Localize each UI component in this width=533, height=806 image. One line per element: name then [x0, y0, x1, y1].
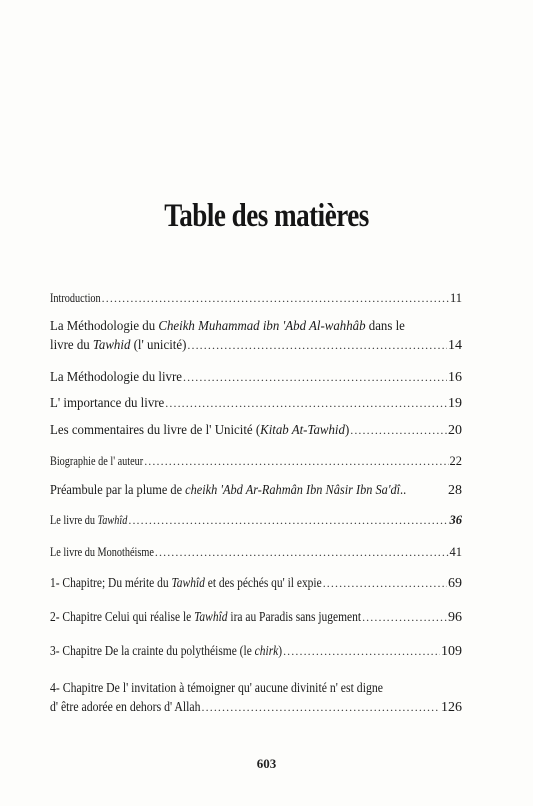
toc-entry[interactable]	[50, 318, 462, 355]
toc-entry-title	[50, 699, 201, 717]
toc-entry-title	[50, 482, 406, 500]
toc-entry-title	[50, 395, 164, 413]
toc-text: )	[278, 644, 283, 659]
toc-page-number: 96	[448, 610, 462, 625]
toc-italic-term: cheikh 'Abd Ar-Rahmân Ibn Nâsir Ibn Sa'dî	[185, 483, 401, 498]
toc-text: Le livre du	[50, 513, 98, 527]
dot-leader	[202, 698, 440, 716]
dot-leader	[323, 574, 447, 592]
toc-entry-line	[50, 394, 462, 413]
toc-entry[interactable]	[50, 543, 462, 561]
toc-entry-title	[50, 422, 349, 440]
toc-text: La Méthodologie du	[50, 319, 159, 334]
toc-text: dans le	[365, 319, 405, 334]
toc-entry-title	[50, 369, 182, 387]
toc-entry-line	[50, 574, 462, 593]
page-title: Table des matières	[164, 198, 369, 234]
toc-text: 2- Chapitre Celui qui réalise le	[50, 610, 195, 625]
toc-text: Préambule par la plume de	[50, 483, 186, 498]
dot-leader	[283, 642, 440, 660]
toc-italic-term: Tawhid	[92, 338, 131, 353]
toc-text: 4- Chapitre De l' invitation à témoigner qu' aucune divinité n' est digne	[50, 681, 383, 696]
dot-leader	[187, 336, 447, 354]
toc-italic-term: Cheikh Muhammad ibn 'Abd Al-wahhâb	[158, 319, 366, 334]
page-number: 603	[256, 756, 277, 771]
toc-text: et des péchés qu' il expie	[204, 576, 322, 591]
toc-entry[interactable]	[50, 481, 462, 500]
toc-entry-title	[50, 452, 143, 470]
dot-leader	[102, 289, 449, 307]
toc-italic-term: Tawhîd	[97, 513, 128, 527]
toc-entry[interactable]	[50, 289, 462, 307]
toc-entry[interactable]	[50, 511, 462, 529]
toc-entry-first-line	[50, 680, 462, 698]
dot-leader	[165, 394, 447, 412]
toc-entry-title	[50, 643, 282, 661]
dot-leader	[144, 452, 448, 470]
toc-page-number: 69	[448, 576, 462, 591]
toc-italic-term: Tawhîd	[171, 576, 205, 591]
toc-text: ..	[400, 483, 407, 498]
toc-entry-line	[50, 543, 462, 561]
toc-entry-title	[50, 289, 101, 307]
toc-text: 3- Chapitre De la crainte du polythéisme (le	[50, 644, 255, 659]
toc-page-number: 16	[448, 370, 462, 385]
toc-text: )	[344, 423, 350, 438]
toc-entry[interactable]	[50, 574, 462, 593]
toc-page-number: 41	[449, 545, 462, 559]
toc-entry-title	[50, 609, 361, 627]
toc-page-number: 109	[441, 644, 462, 659]
toc-italic-term: chirk	[254, 644, 279, 659]
toc-page-number: 11	[449, 291, 462, 305]
dot-leader	[362, 608, 447, 626]
toc-text: L' importance du livre	[50, 396, 165, 411]
toc-entry-line	[50, 642, 462, 661]
toc-entry[interactable]	[50, 452, 462, 470]
toc-italic-term: Tawhîd	[194, 610, 228, 625]
toc-entry-line	[50, 289, 462, 307]
toc-page-number: 22	[449, 454, 462, 468]
toc-page-number: 20	[448, 423, 462, 438]
toc-entry[interactable]	[50, 421, 462, 440]
toc-page-number: 36	[449, 513, 462, 527]
toc-entry-title	[50, 337, 186, 355]
toc-text: Les commentaires du livre de l' Unicité (	[50, 423, 261, 438]
toc-text: Introduction	[50, 291, 101, 305]
table-of-contents	[50, 0, 462, 806]
toc-entry-line	[50, 481, 462, 500]
toc-entry-line	[50, 511, 462, 529]
toc-italic-term: Kitab At-Tawhid	[260, 423, 345, 438]
dot-leader	[128, 511, 448, 529]
toc-entry-line	[50, 452, 462, 470]
dot-leader	[155, 543, 449, 561]
toc-entry-first-line	[50, 318, 462, 336]
toc-page-number: 14	[448, 338, 462, 353]
toc-text: Biographie de l' auteur	[50, 454, 144, 468]
toc-page-number: 19	[448, 396, 462, 411]
toc-entry-line	[50, 421, 462, 440]
toc-text: ira au Paradis sans jugement	[227, 610, 362, 625]
toc-entry-line	[50, 368, 462, 387]
toc-page-number: 28	[448, 483, 462, 498]
toc-entry[interactable]	[50, 642, 462, 661]
toc-text: livre du	[50, 338, 93, 353]
toc-text: d' être adorée en dehors d' Allah	[50, 700, 201, 715]
toc-entry-title	[50, 575, 322, 593]
toc-entry-line	[50, 698, 462, 717]
toc-text: 1- Chapitre; Du mérite du	[50, 576, 172, 591]
toc-text: Le livre du Monothéisme	[50, 545, 154, 559]
toc-text: (l' unicité)	[130, 338, 187, 353]
toc-entry[interactable]	[50, 680, 462, 717]
toc-entry[interactable]	[50, 368, 462, 387]
toc-entry-title	[50, 511, 127, 529]
toc-entry[interactable]	[50, 608, 462, 627]
toc-entry[interactable]	[50, 394, 462, 413]
dot-leader	[350, 421, 447, 439]
toc-entry-line	[50, 336, 462, 355]
toc-entry-title	[50, 543, 154, 561]
dot-leader	[183, 368, 447, 386]
toc-text: La Méthodologie du livre	[50, 370, 182, 385]
toc-entry-line	[50, 608, 462, 627]
toc-page-number: 126	[441, 700, 462, 715]
